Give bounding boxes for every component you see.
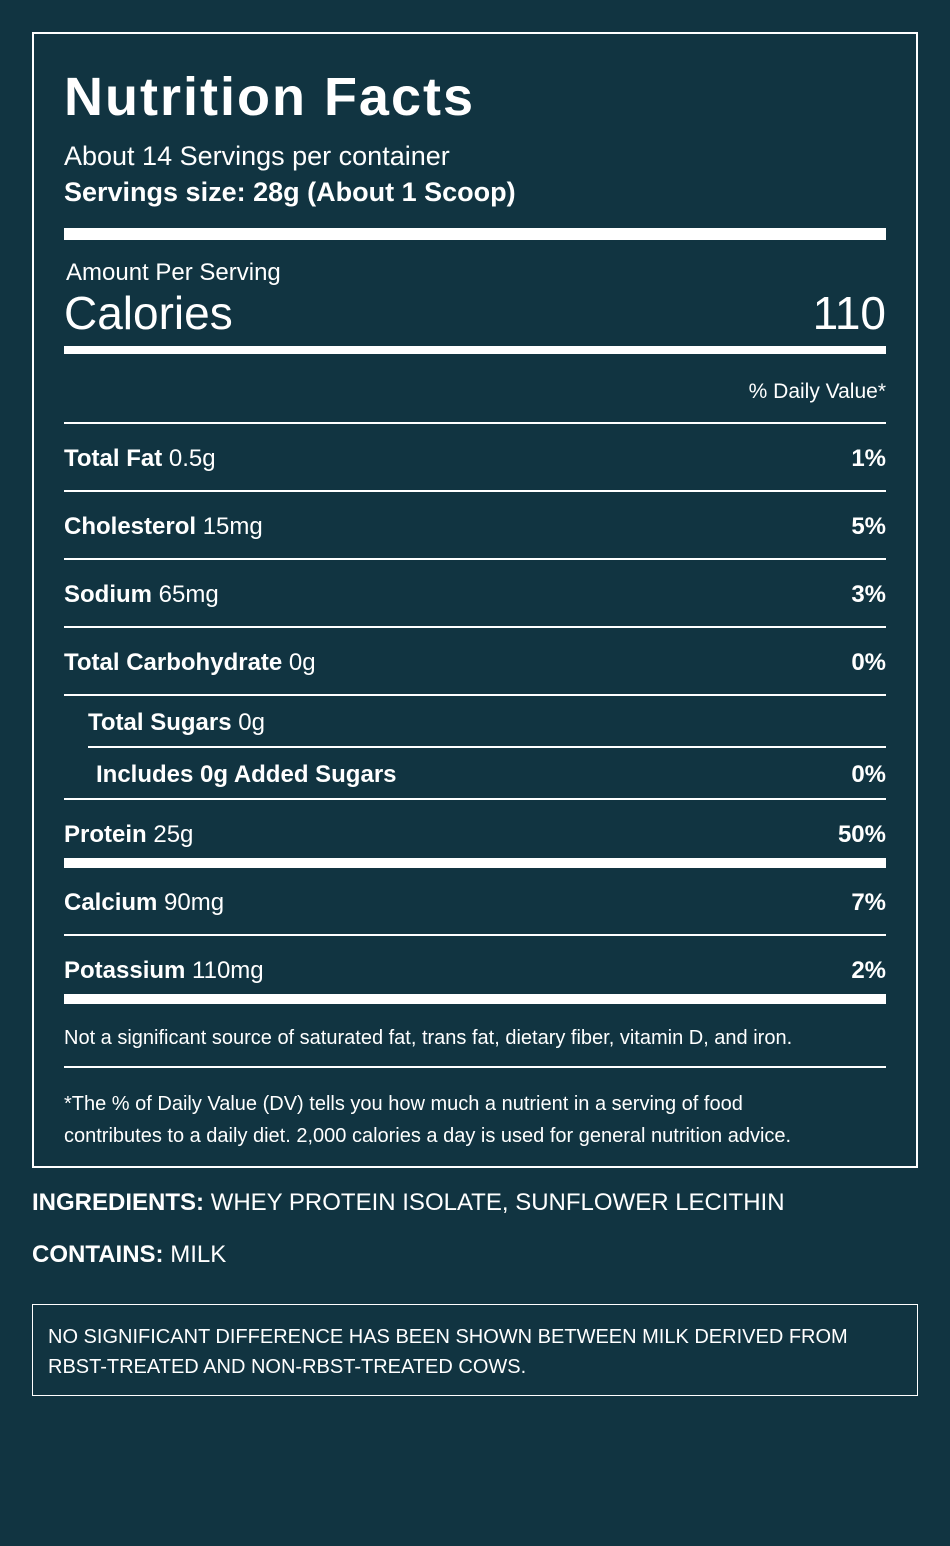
thick-divider <box>64 858 886 868</box>
nutrient-row-sodium <box>64 580 886 610</box>
nutrient-name: Total Sugars <box>88 709 232 736</box>
thin-divider <box>64 490 886 492</box>
nutrient-row-total-carbohydrate <box>64 648 886 678</box>
nutrient-daily-value: 1% <box>851 445 886 472</box>
nutrient-amount: 15mg <box>202 513 263 540</box>
thin-divider <box>64 626 886 628</box>
nutrient-row-added-sugars <box>96 760 886 790</box>
nutrient-daily-value: 2% <box>851 957 886 984</box>
nutrient-row-potassium <box>64 956 886 986</box>
thick-divider <box>64 228 886 240</box>
nutrient-amount: 0.5g <box>168 445 216 472</box>
nutrient-daily-value: 5% <box>851 513 886 540</box>
thin-divider <box>64 558 886 560</box>
nutrient-daily-value: 50% <box>837 821 886 848</box>
nutrient-daily-value: 7% <box>851 889 886 916</box>
amount-per-serving: Amount Per Serving <box>66 259 281 286</box>
ingredients-label: INGREDIENTS: <box>32 1189 205 1216</box>
serving-size: Servings size: 28g (About 1 Scoop) <box>64 177 516 207</box>
thin-divider <box>64 1066 886 1068</box>
contains-label: CONTAINS: <box>32 1241 164 1268</box>
nutrient-name: Total Carbohydrate <box>64 649 283 676</box>
medium-divider <box>64 346 886 354</box>
nutrient-amount: 25g <box>153 821 194 848</box>
nutrient-name: Sodium <box>64 581 152 608</box>
nutrient-name: Cholesterol <box>64 513 197 540</box>
daily-value-header: % Daily Value* <box>748 380 886 403</box>
nutrient-name: Potassium <box>64 957 186 984</box>
thin-divider <box>64 934 886 936</box>
contains-text: MILK <box>170 1241 227 1268</box>
notice-line: NO SIGNIFICANT DIFFERENCE HAS BEEN SHOWN BETWEEN MILK DERIVED FROM <box>48 1326 848 1348</box>
nutrient-amount: 0g <box>238 709 265 736</box>
calories-label: Calories <box>64 287 233 339</box>
servings-per-container: About 14 Servings per container <box>64 141 450 171</box>
nutrient-name: Total Fat <box>64 445 163 472</box>
nutrient-amount: 110mg <box>192 957 264 984</box>
allergen-statement <box>32 1240 226 1270</box>
nutrient-name: Protein <box>64 821 147 848</box>
nutrient-amount: 90mg <box>164 889 225 916</box>
nutrient-row-total-fat <box>64 444 886 474</box>
thin-divider <box>64 422 886 424</box>
daily-value-footnote <box>64 1088 886 1152</box>
nutrient-name: Includes 0g Added Sugars <box>96 761 397 788</box>
nutrient-amount: 65mg <box>158 581 219 608</box>
thin-divider <box>64 694 886 696</box>
nutrient-row-cholesterol <box>64 512 886 542</box>
thin-divider <box>64 798 886 800</box>
notice-line: RBST-TREATED AND NON-RBST-TREATED COWS. <box>48 1356 527 1378</box>
nutrition-facts-title: Nutrition Facts <box>64 67 476 127</box>
nutrient-row-total-sugars <box>88 708 886 738</box>
nutrient-daily-value: 0% <box>851 649 886 676</box>
footnote-line: *The % of Daily Value (DV) tells you how much a nutrient in a serving of food <box>64 1093 743 1115</box>
ingredients-statement <box>32 1188 785 1218</box>
nutrient-daily-value: 0% <box>851 761 886 788</box>
nutrient-row-protein <box>64 820 886 850</box>
ingredients-text: WHEY PROTEIN ISOLATE, SUNFLOWER LECITHIN <box>210 1189 785 1216</box>
footnote-line: contributes to a daily diet. 2,000 calories a day is used for general nutrition advice. <box>64 1125 792 1147</box>
calories-value: 110 <box>812 287 886 339</box>
not-significant-note: Not a significant source of saturated fat, trans fat, dietary fiber, vitamin D, and iron. <box>64 1027 793 1049</box>
thin-divider-indented <box>88 746 886 748</box>
nutrient-name: Calcium <box>64 889 158 916</box>
nutrient-daily-value: 3% <box>851 581 886 608</box>
nutrient-row-calcium <box>64 888 886 918</box>
rbst-notice-text <box>48 1322 898 1382</box>
nutrient-amount: 0g <box>288 649 316 676</box>
thick-divider <box>64 994 886 1004</box>
